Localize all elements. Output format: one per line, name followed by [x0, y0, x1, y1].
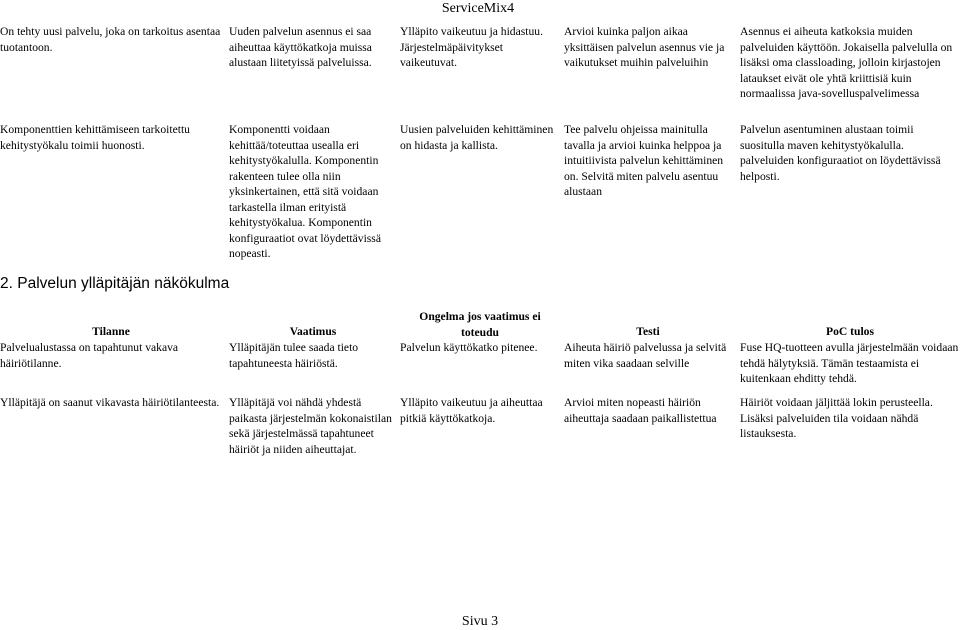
table1-row2-poc: Palvelun asentuminen alustaan toimii suositulla maven kehitystyökalulla. palveluiden konfiguraatiot on löydettävissä helposti. [740, 123, 941, 183]
table1-row1-poc: Asennus ei aiheuta katkoksia muiden palveluiden käyttöön. Jokaisella palvelulla on lisäksi oma classloading, jolloin kirjastojen lataukset eivät ole yhtä kriittisiä kuin normaalissa java-sovelluspalvelimessa [740, 25, 953, 100]
table1-row2-requirement: Komponentti voidaan kehittää/toteuttaa usealla eri kehitystyökalulla. Komponentin rakenteen tulee olla niin yksinkertainen, että sitä voidaan tarkastella ilman erityistä kehitystyökalua. Komponentin konfiguraatiot ovat löydettävissä nopeasti. [229, 123, 381, 260]
table2-row1-test: Aiheuta häiriö palvelussa ja selvitä miten vika saadaan selville [564, 341, 727, 370]
table2-row2-test: Arvioi miten nopeasti häiriön aiheuttaja saadaan paikallistettua [564, 396, 717, 425]
table2-row1-poc: Fuse HQ-tuotteen avulla järjestelmään voidaan tehdä hälytyksiä. Tämän testaamista ei kuitenkaan ehditty tehdä. [740, 341, 959, 385]
table1-row1-test: Arvioi kuinka paljon aikaa yksittäisen palvelun asennus vie ja vaikutukset muihin palveluihin [564, 25, 725, 69]
table2-header-requirement: Vaatimus [289, 325, 337, 338]
table1-row2-situation: Komponenttien kehittämiseen tarkoitettu kehitystyökalu toimii huonosti. [0, 123, 190, 152]
page-number: Sivu 3 [461, 614, 499, 629]
table2-row1-requirement: Ylläpitäjän tulee saada tieto tapahtuneesta häiriöstä. [229, 341, 359, 370]
table2-header-problem: Ongelma jos vaatimus ei toteudu [419, 310, 541, 339]
page-header-title: ServiceMix4 [441, 1, 515, 16]
table2-row2-situation: Ylläpitäjä on saanut vikavasta häiriötilanteesta. [0, 396, 220, 409]
table2-row2-problem: Ylläpito vaikeutuu ja aiheuttaa pitkiä käyttökatkoja. [400, 396, 543, 425]
section-heading: 2. Palvelun ylläpitäjän näkökulma [0, 275, 230, 292]
table2-row1-problem: Palvelun käyttökatko pitenee. [400, 341, 538, 354]
table1-row1-problem: Ylläpito vaikeutuu ja hidastuu. Järjestelmäpäivitykset vaikeutuvat. [400, 25, 543, 69]
table1-row2-problem: Uusien palveluiden kehittäminen on hidasta ja kallista. [400, 123, 554, 152]
table2-row2-requirement: Ylläpitäjä voi nähdä yhdestä paikasta järjestelmän kokonaistilan sekä järjestelmässä tapahtuneet häiriöt ja niiden aiheuttajat. [229, 396, 392, 456]
table2-header-poc: PoC tulos [826, 325, 874, 338]
table1-row2-test: Tee palvelu ohjeissa mainitulla tavalla ja arvioi kuinka helppoa ja intuitiivista palvelun kehittäminen on. Selvitä miten palvelu asentuu alustaan [564, 123, 724, 198]
table1-row1-situation: On tehty uusi palvelu, joka on tarkoitus asentaa tuotantoon. [0, 25, 221, 54]
table2-header-situation: Tilanne [92, 325, 130, 338]
table2-row2-poc: Häiriöt voidaan jäljittää lokin perusteella. Lisäksi palveluiden tila voidaan nähdä listauksesta. [740, 396, 933, 440]
table2-row1-situation: Palvelualustassa on tapahtunut vakava häiriötilanne. [0, 341, 179, 370]
table1-row1-requirement: Uuden palvelun asennus ei saa aiheuttaa käyttökatkoja muissa alustaan liitetyissä palveluissa. [229, 25, 372, 69]
table2-header-test: Testi [636, 325, 660, 338]
